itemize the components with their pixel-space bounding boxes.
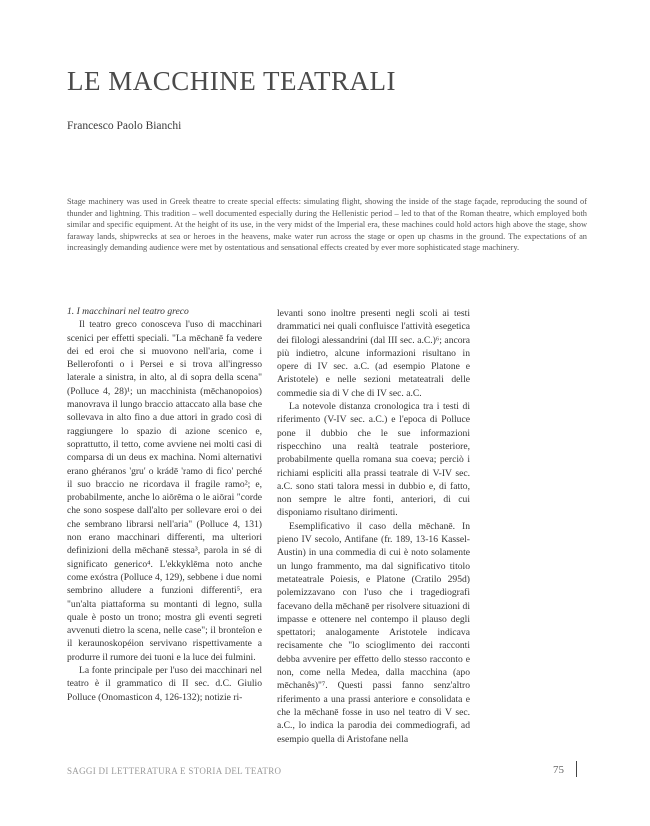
body-paragraph: La fonte principale per l'uso dei macchinari nel teatro è il grammatico di II sec. d.C. Giulio Polluce (Onomasticon 4, 126-132); notizie ri-: [67, 665, 262, 703]
page-number: 75: [553, 764, 564, 776]
page-number-rule: [576, 761, 577, 777]
running-footer-journal: SAGGI DI LETTERATURA E STORIA DEL TEATRO: [67, 766, 282, 776]
body-paragraph: Esemplificativo il caso della mēchanē. In pieno IV secolo, Antifane (fr. 189, 13-16 Kassel-Austin) in una commedia di cui è noto solamente un lungo frammento, ma dal significativo titolo metateatrale Poiesis, e Platone (Cratilo 295d) polemizzavano con l'uso che i tragediografi facevano della mēchanē per risolvere situazioni di impasse e ottenere nel contempo il plauso degli spettatori; analogamente Aristotele indicava recisamente che "lo scioglimento dei racconti debba avvenire per effetto dello stesso racconto e non, come nella Medea, dalla macchina (apo mēchanês)"⁷. Questi passi fanno senz'altro riferimento a una prassi anteriore e consolidata e che la mēchanē fosse in uso nel teatro di V sec. a.C., lo indica la parodia dei commediografi, ad esempio quella di Aristofane nella: [277, 520, 470, 745]
section-heading: 1. I macchinari nel teatro greco: [67, 306, 189, 317]
body-paragraph: Il teatro greco conosceva l'uso di macchinari scenici per effetti speciali. "La mēchanē fa vedere dei ed eroi che si muovono nell'aria, come i Bellerofonti o i Persei e si trova all'ingresso laterale a sinistra, in alto, al di sopra della scena" (Polluce 4, 28)¹; un macchinista (mēchanopoios) manovrava il lungo braccio attaccato alla base che sollevava in alto fino a due attori in grado così di raggiungere lo spazio di azione scenico e, soprattutto, il tetto, come avviene nei molti casi di comparsa di un deus ex machina. Nomi alternativi erano ghéranos 'gru' o krádē 'ramo di fico' perché il suo braccio ne ricordava il fragile ramo²; e, probabilmente, anche lo aiōrēma o le aiōrai "corde che sono sospese dall'alto per sollevare eroi o dei che sembrano librarsi nell'aria" (Polluce 4, 131) non erano macchinari differenti, ma ulteriori definizioni della mēchanē stessa³, parola in sé di significato generico⁴. L'ekkyklēma noto anche come exóstra (Polluce 4, 129), sebbene i due nomi sembrino alludere a funzioni differenti⁵, era "un'alta piattaforma su montanti di legno, sulla quale è posto un trono; mostra gli eventi segreti avvenuti dietro la scena, nelle case"; il bronteîon e il keraunoskopéion servivano rispettivamente a produrre il rumore dei tuoni e la luce dei fulmini.: [67, 319, 262, 663]
abstract: Stage machinery was used in Greek theatre to create special effects: simulating flight, showing the inside of the stage façade, reproducing the sound of thunder and lightning. This tradition – well documented especially during the Hellenistic period – led to that of the Roman theatre, which employed both similar and specific equipment. At the height of its use, in the very midst of the Imperial era, these machines could hold actors high above the stage, show faraway lands, shipwrecks at sea or heroes in the heavens, make water run across the stage or open up chasms in the ground. The expectations of an increasingly demanding audience were met by ostentatious and sensational effects created by ever more sophisticated stage machinery.: [67, 197, 587, 253]
body-column-left: [67, 305, 262, 704]
body-column-right: [277, 307, 470, 746]
body-paragraph: levanti sono inoltre presenti negli scoli ai testi drammatici nei quali confluisce l'attività esegetica dei filologi alessandrini (dal III sec. a.C.)⁶; ancora più indietro, alcune informazioni risultano in opere di IV sec. a.C. (ad esempio Platone e Aristotele) e nelle sezioni metateatrali delle commedie sia di V che di IV sec. a.C.: [277, 308, 470, 399]
body-paragraph: La notevole distanza cronologica tra i testi di riferimento (V-IV sec. a.C.) e l'epoca di Polluce pone il dubbio che le sue informazioni rispecchino una realtà teatrale posteriore, probabilmente quella romana sua coeva; perciò i richiami espliciti alla prassi teatrale di V-IV sec. a.C. sono stati talora messi in dubbio e, di fatto, non sempre le altre fonti, anteriori, di cui disponiamo risultano dirimenti.: [277, 401, 470, 519]
author-name: Francesco Paolo Bianchi: [67, 120, 182, 132]
article-title: LE MACCHINE TEATRALI: [67, 66, 396, 96]
